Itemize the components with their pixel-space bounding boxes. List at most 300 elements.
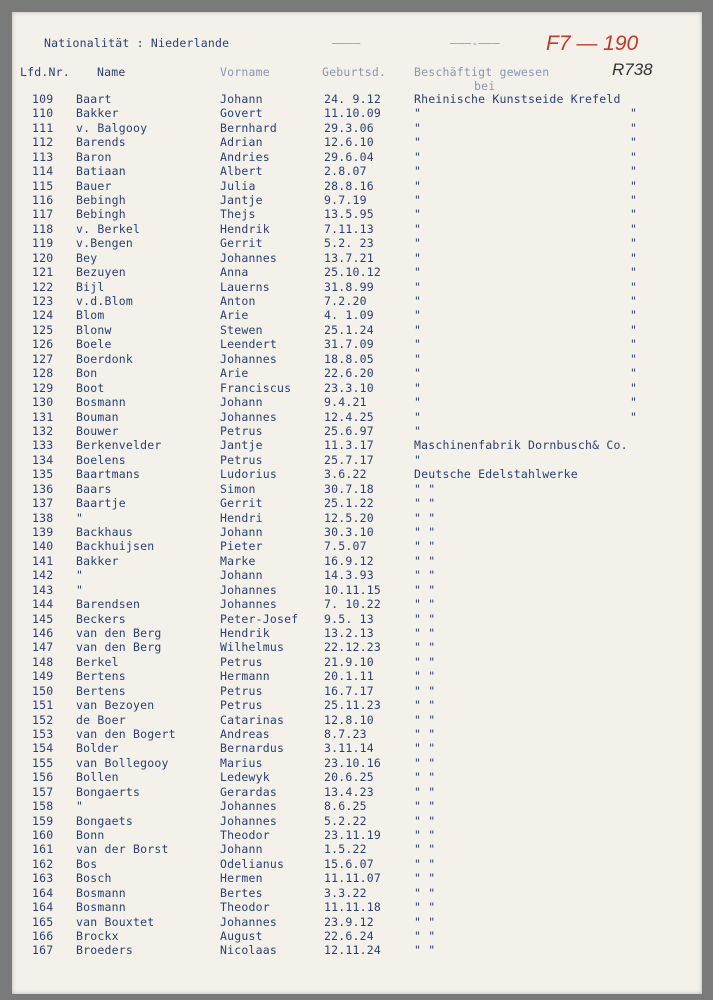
row-geburtsdatum: 5.2.22 (324, 813, 367, 828)
row-employer: " " (414, 928, 436, 943)
table-row (12, 612, 702, 626)
row-employer-ditto: " (630, 351, 638, 366)
column-header-geburtsdatum: Geburtsd. (322, 65, 387, 79)
row-number: 146 (32, 625, 54, 640)
row-name: Berkel (76, 654, 119, 669)
row-employer-ditto: " (630, 265, 638, 280)
row-geburtsdatum: 25.7.17 (324, 452, 374, 467)
row-employer: " (414, 423, 422, 438)
row-number: 127 (32, 351, 54, 366)
page-title: Nationalität : Niederlande (44, 36, 230, 50)
table-row (12, 943, 702, 957)
row-number: 141 (32, 553, 54, 568)
row-number: 161 (32, 842, 54, 857)
row-vorname: Theodor (220, 827, 270, 842)
row-name: van der Borst (76, 842, 169, 857)
table-row (12, 713, 702, 727)
row-geburtsdatum: 5.2. 23 (324, 236, 374, 251)
row-number: 164 (32, 885, 54, 900)
row-employer: " " (414, 755, 436, 770)
row-geburtsdatum: 30.7.18 (324, 481, 374, 496)
row-name: van den Berg (76, 625, 162, 640)
row-number: 131 (32, 409, 54, 424)
row-employer: " " (414, 813, 436, 828)
row-employer: " (414, 164, 422, 179)
row-employer: " " (414, 582, 436, 597)
row-vorname: Stewen (220, 322, 263, 337)
row-name: v.Bengen (76, 236, 133, 251)
row-vorname: Nicolaas (220, 943, 277, 958)
row-employer-ditto: " (630, 178, 638, 193)
table-row (12, 857, 702, 871)
row-name: Boelens (76, 452, 126, 467)
row-number: 133 (32, 438, 54, 453)
row-number: 113 (32, 149, 54, 164)
table-row (12, 92, 702, 106)
row-name: " (76, 510, 84, 525)
table-row (12, 207, 702, 221)
row-vorname: Hendrik (220, 221, 270, 236)
table-row (12, 886, 702, 900)
row-employer: " (414, 221, 422, 236)
table-row (12, 337, 702, 351)
row-vorname: Jantje (220, 438, 263, 453)
row-number: 157 (32, 784, 54, 799)
row-employer-ditto: " (630, 193, 638, 207)
row-number: 110 (32, 106, 54, 121)
row-employer: " " (414, 842, 436, 857)
row-name: " (76, 799, 84, 814)
table-row (12, 770, 702, 784)
row-vorname: Catarinas (220, 712, 285, 727)
table-row (12, 915, 702, 929)
table-row (12, 164, 702, 178)
row-vorname: Gerrit (220, 236, 263, 251)
row-vorname: Johannes (220, 409, 277, 424)
row-geburtsdatum: 7. 10.22 (324, 597, 381, 611)
row-employer-ditto: " (630, 164, 638, 179)
row-vorname: Bernardus (220, 741, 285, 756)
row-vorname: Johannes (220, 351, 277, 366)
row-number: 147 (32, 640, 54, 655)
row-number: 156 (32, 770, 54, 785)
row-vorname: Ledewyk (220, 770, 270, 785)
row-number: 121 (32, 265, 54, 280)
row-name: " (76, 582, 84, 597)
table-row (12, 482, 702, 496)
row-name: Bouwer (76, 423, 119, 438)
row-employer: " (414, 366, 422, 381)
row-name: Bebingh (76, 193, 126, 207)
row-geburtsdatum: 25.10.12 (324, 265, 381, 280)
row-geburtsdatum: 24. 9.12 (324, 92, 381, 106)
row-geburtsdatum: 25.1.22 (324, 496, 374, 510)
row-vorname: Odelianus (220, 856, 285, 871)
row-vorname: Johannes (220, 250, 277, 265)
row-vorname: Johann (220, 395, 263, 409)
row-employer: " " (414, 885, 436, 900)
row-number: 155 (32, 755, 54, 770)
row-vorname: Jantje (220, 193, 263, 207)
row-name: Boot (76, 380, 105, 395)
row-vorname: Leendert (220, 337, 277, 352)
row-number: 166 (32, 928, 54, 943)
row-geburtsdatum: 22.12.23 (324, 640, 381, 655)
row-number: 143 (32, 582, 54, 597)
table-row (12, 871, 702, 885)
row-number: 150 (32, 683, 54, 698)
row-vorname: Arie (220, 366, 249, 381)
row-geburtsdatum: 4. 1.09 (324, 308, 374, 323)
row-employer-ditto: " (630, 279, 638, 294)
row-vorname: Bernhard (220, 120, 277, 135)
row-name: Batiaan (76, 164, 126, 179)
table-row (12, 597, 702, 611)
row-name: Broeders (76, 943, 133, 958)
row-employer: " " (414, 943, 436, 958)
table-row (12, 352, 702, 366)
table-row (12, 539, 702, 553)
row-name: Barendsen (76, 597, 141, 611)
row-employer: " " (414, 741, 436, 756)
row-geburtsdatum: 20.6.25 (324, 770, 374, 785)
table-row (12, 236, 702, 250)
row-vorname: Franciscus (220, 380, 292, 395)
row-geburtsdatum: 30.3.10 (324, 524, 374, 539)
row-vorname: Petrus (220, 423, 263, 438)
row-name: Bosmann (76, 395, 126, 409)
row-name: van den Bogert (76, 726, 176, 741)
row-name: Bertens (76, 683, 126, 698)
row-name: Brockx (76, 928, 119, 943)
row-number: 153 (32, 726, 54, 741)
row-employer: " (414, 236, 422, 251)
row-vorname: Petrus (220, 654, 263, 669)
row-geburtsdatum: 12.11.24 (324, 943, 381, 958)
row-number: 122 (32, 279, 54, 294)
row-number: 129 (32, 380, 54, 395)
row-employer: " (414, 294, 422, 308)
row-number: 167 (32, 943, 54, 958)
table-row (12, 814, 702, 828)
table-row (12, 410, 702, 424)
row-number: 118 (32, 221, 54, 236)
row-employer: " " (414, 683, 436, 698)
row-number: 165 (32, 914, 54, 929)
table-row (12, 568, 702, 582)
column-header-beschaeftigt: Beschäftigt gewesen (414, 65, 550, 79)
row-geburtsdatum: 8.6.25 (324, 799, 367, 814)
row-geburtsdatum: 12.6.10 (324, 135, 374, 150)
row-name: Bon (76, 366, 98, 381)
row-number: 125 (32, 322, 54, 337)
table-row (12, 655, 702, 669)
row-geburtsdatum: 28.8.16 (324, 178, 374, 193)
row-employer: " (414, 351, 422, 366)
row-number: 119 (32, 236, 54, 251)
column-header-nr: Lfd.Nr. (20, 65, 70, 79)
table-row (12, 106, 702, 120)
row-employer-ditto: " (630, 409, 638, 424)
row-vorname: Johannes (220, 813, 277, 828)
row-name: Backhuijsen (76, 539, 155, 554)
row-vorname: Hendrik (220, 625, 270, 640)
header-dash-2: ———-——— (450, 36, 500, 50)
row-geburtsdatum: 12.8.10 (324, 712, 374, 727)
row-geburtsdatum: 2.8.07 (324, 164, 367, 179)
row-geburtsdatum: 9.5. 13 (324, 611, 374, 626)
row-name: Bezuyen (76, 265, 126, 280)
row-geburtsdatum: 10.11.15 (324, 582, 381, 597)
row-geburtsdatum: 15.6.07 (324, 856, 374, 871)
row-number: 136 (32, 481, 54, 496)
row-employer: " " (414, 481, 436, 496)
table-row (12, 669, 702, 683)
row-vorname: August (220, 928, 263, 943)
row-vorname: Johann (220, 92, 263, 106)
row-vorname: Govert (220, 106, 263, 121)
row-vorname: Peter-Josef (220, 611, 299, 626)
row-name: Bertens (76, 669, 126, 684)
row-vorname: Theodor (220, 900, 270, 915)
row-number: 109 (32, 92, 54, 106)
table-row (12, 842, 702, 856)
row-vorname: Gerardas (220, 784, 277, 799)
row-employer: Deutsche Edelstahlwerke (414, 467, 578, 482)
row-vorname: Johannes (220, 582, 277, 597)
row-name: Blonw (76, 322, 112, 337)
row-name: Bouman (76, 409, 119, 424)
row-geburtsdatum: 29.3.06 (324, 120, 374, 135)
row-geburtsdatum: 9.4.21 (324, 395, 367, 409)
row-employer: " (414, 337, 422, 352)
row-employer: " (414, 265, 422, 280)
row-employer-ditto: " (630, 294, 638, 308)
row-number: 115 (32, 178, 54, 193)
row-employer: " (414, 380, 422, 395)
row-name: Boele (76, 337, 112, 352)
row-number: 140 (32, 539, 54, 554)
row-employer-ditto: " (630, 395, 638, 409)
row-name: Baron (76, 149, 112, 164)
row-number: 159 (32, 813, 54, 828)
row-name: Bos (76, 856, 98, 871)
row-vorname: Hermann (220, 669, 270, 684)
row-employer: " (414, 135, 422, 150)
table-row (12, 828, 702, 842)
table-row (12, 121, 702, 135)
row-number: 128 (32, 366, 54, 381)
row-name: Backhaus (76, 524, 133, 539)
row-number: 145 (32, 611, 54, 626)
row-name: Berkenvelder (76, 438, 162, 453)
row-employer: " " (414, 784, 436, 799)
row-employer-ditto: " (630, 337, 638, 352)
row-employer: " " (414, 496, 436, 510)
row-geburtsdatum: 22.6.24 (324, 928, 374, 943)
row-vorname: Petrus (220, 683, 263, 698)
row-geburtsdatum: 21.9.10 (324, 654, 374, 669)
table-row (12, 294, 702, 308)
table-row (12, 727, 702, 741)
row-name: Barends (76, 135, 126, 150)
table-row (12, 525, 702, 539)
row-name: Bakker (76, 553, 119, 568)
row-employer: " " (414, 900, 436, 915)
table-row (12, 424, 702, 438)
table-row (12, 453, 702, 467)
row-vorname: Johann (220, 842, 263, 857)
row-employer-ditto: " (630, 120, 638, 135)
row-geburtsdatum: 11.11.18 (324, 900, 381, 915)
row-name: Bosmann (76, 900, 126, 915)
row-employer: " " (414, 669, 436, 684)
document-body (12, 12, 702, 994)
row-name: " (76, 568, 84, 583)
row-name: Bauer (76, 178, 112, 193)
document-page (12, 12, 702, 994)
row-employer: " (414, 395, 422, 409)
row-employer: " " (414, 856, 436, 871)
table-row (12, 323, 702, 337)
row-name: Bosch (76, 871, 112, 886)
row-number: 116 (32, 193, 54, 207)
row-name: Bongaerts (76, 784, 141, 799)
table-row (12, 438, 702, 452)
row-number: 130 (32, 395, 54, 409)
row-geburtsdatum: 8.7.23 (324, 726, 367, 741)
row-vorname: Johannes (220, 597, 277, 611)
row-number: 138 (32, 510, 54, 525)
table-row (12, 684, 702, 698)
row-name: Baartje (76, 496, 126, 510)
row-geburtsdatum: 9.7.19 (324, 193, 367, 207)
table-row (12, 222, 702, 236)
row-name: v. Balgooy (76, 120, 148, 135)
row-name: Blom (76, 308, 105, 323)
row-employer: " " (414, 827, 436, 842)
row-geburtsdatum: 11.10.09 (324, 106, 381, 121)
row-number: 148 (32, 654, 54, 669)
row-employer-ditto: " (630, 106, 638, 121)
row-number: 149 (32, 669, 54, 684)
row-geburtsdatum: 29.6.04 (324, 149, 374, 164)
table-row (12, 554, 702, 568)
row-employer: " (414, 120, 422, 135)
row-geburtsdatum: 14.3.93 (324, 568, 374, 583)
row-geburtsdatum: 13.4.23 (324, 784, 374, 799)
table-row (12, 799, 702, 813)
row-geburtsdatum: 16.7.17 (324, 683, 374, 698)
row-vorname: Gerrit (220, 496, 263, 510)
row-employer: " (414, 279, 422, 294)
row-geburtsdatum: 11.11.07 (324, 871, 381, 886)
row-geburtsdatum: 12.4.25 (324, 409, 374, 424)
row-employer: " " (414, 553, 436, 568)
table-row (12, 135, 702, 149)
table-row (12, 583, 702, 597)
row-geburtsdatum: 23.10.16 (324, 755, 381, 770)
row-employer: " " (414, 871, 436, 886)
row-number: 132 (32, 423, 54, 438)
row-vorname: Pieter (220, 539, 263, 554)
column-header-name: Name (97, 65, 126, 79)
row-number: 152 (32, 712, 54, 727)
row-name: v. Berkel (76, 221, 141, 236)
table-row (12, 395, 702, 409)
row-vorname: Marke (220, 553, 256, 568)
table-row (12, 265, 702, 279)
row-employer-ditto: " (630, 308, 638, 323)
row-name: van den Berg (76, 640, 162, 655)
row-number: 139 (32, 524, 54, 539)
row-vorname: Andries (220, 149, 270, 164)
row-employer-ditto: " (630, 380, 638, 395)
row-geburtsdatum: 13.7.21 (324, 250, 374, 265)
row-employer: " (414, 193, 422, 207)
row-number: 112 (32, 135, 54, 150)
table-row (12, 900, 702, 914)
row-geburtsdatum: 7.5.07 (324, 539, 367, 554)
row-name: Bolder (76, 741, 119, 756)
row-employer: " " (414, 611, 436, 626)
row-employer: " (414, 409, 422, 424)
row-name: Boerdonk (76, 351, 133, 366)
row-name: van Bezoyen (76, 698, 155, 713)
row-employer: " " (414, 914, 436, 929)
row-number: 162 (32, 856, 54, 871)
row-number: 120 (32, 250, 54, 265)
row-employer: " (414, 178, 422, 193)
row-vorname: Johann (220, 524, 263, 539)
row-geburtsdatum: 7.11.13 (324, 221, 374, 236)
row-employer-ditto: " (630, 366, 638, 381)
row-vorname: Petrus (220, 698, 263, 713)
row-employer: " " (414, 726, 436, 741)
row-employer: " (414, 308, 422, 323)
row-vorname: Bertes (220, 885, 263, 900)
row-vorname: Johannes (220, 799, 277, 814)
row-geburtsdatum: 13.2.13 (324, 625, 374, 640)
table-row (12, 640, 702, 654)
row-vorname: Anton (220, 294, 256, 308)
row-name: Bonn (76, 827, 105, 842)
row-name: van Bollegooy (76, 755, 169, 770)
row-vorname: Simon (220, 481, 256, 496)
row-vorname: Hendri (220, 510, 263, 525)
row-vorname: Andreas (220, 726, 270, 741)
row-vorname: Thejs (220, 207, 256, 222)
row-number: 124 (32, 308, 54, 323)
row-name: Bosmann (76, 885, 126, 900)
row-number: 151 (32, 698, 54, 713)
table-row (12, 511, 702, 525)
table-row (12, 698, 702, 712)
column-header-bei: bei (474, 79, 496, 93)
row-geburtsdatum: 25.1.24 (324, 322, 374, 337)
row-number: 126 (32, 337, 54, 352)
row-employer: " (414, 149, 422, 164)
row-employer: " " (414, 654, 436, 669)
row-geburtsdatum: 23.9.12 (324, 914, 374, 929)
row-geburtsdatum: 12.5.20 (324, 510, 374, 525)
row-vorname: Ludorius (220, 467, 277, 482)
table-row (12, 381, 702, 395)
row-geburtsdatum: 25.11.23 (324, 698, 381, 713)
row-geburtsdatum: 3.3.22 (324, 885, 367, 900)
table-row (12, 251, 702, 265)
row-name: Bakker (76, 106, 119, 121)
